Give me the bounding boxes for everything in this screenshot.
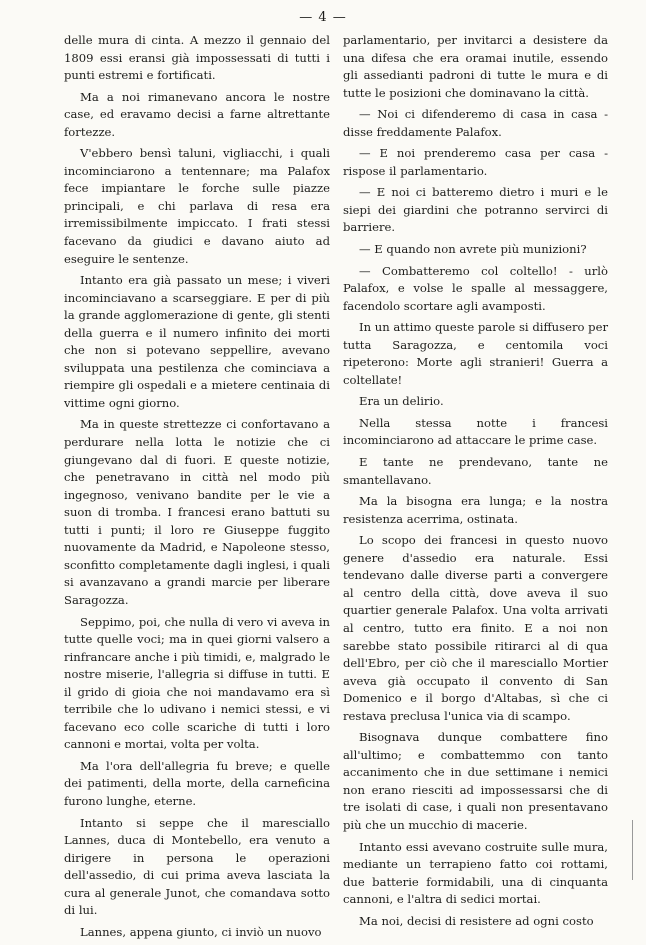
paragraph: parlamentario, per invitarci a desistere da una difesa che era oramai inutile, essendo gli assedianti padroni di tutte le mura e di tutte le posizioni che dominavano la città. [343,33,608,100]
paragraph: Ma a noi rimanevano ancora le nostre case, ed eravamo decisi a farne altrettante fortezze. [64,89,330,139]
paragraph: In un attimo queste parole si diffusero per tutta Saragozza, e centomila voci ripeterono: Morte agli stranieri! Guerra a coltellate! [343,320,608,387]
paragraph: Ma in queste strettezze ci confortavano a perdurare nella lotta le notizie che ci giungevano dal di fuori. E queste notizie, che penetravano in città nel modo più ingegnoso, venivano bandite per le vie a suon di tromba. I francesi erano battuti su tutti i punti; il loro re Giuseppe fuggito nuovamente da Madrid, e Napoleone stesso, sconfitto completamente dagli inglesi, i quali si avanzavano a grandi marcie per liberare Saragozza. [64,417,330,607]
right-column [343,32,608,934]
paragraph: Intanto era già passato un mese; i viveri incominciavano a scarseggiare. E per di più la grande agglomerazione di gente, gli stenti della guerra e il numero infinito dei morti che non si potevano seppellire, avevano sviluppata una pestilenza che cominciava a riempire gli ospedali e a mietere centinaia di vittime ogni giorno. [64,273,330,410]
left-column [64,32,330,945]
page-number: — 4 — [299,10,347,25]
paragraph: E tante ne prendevano, tante ne smantellavano. [343,455,608,487]
paragraph: V'ebbero bensì taluni, vigliacchi, i quali incominciarono a tentennare; ma Palafox fece impiantare le forche sulle piazze principali, e chi parlava di resa era irremissibilmente impiccato. I frati stessi facevano da giudici e davano aiuto ad eseguire le sentenze. [64,146,330,266]
paragraph: Ma la bisogna era lunga; e la nostra resistenza acerrima, ostinata. [343,494,608,526]
paragraph: Ma noi, decisi di resistere ad ogni costo [359,913,594,928]
paragraph: Intanto essi avevano costruite sulle mura, mediante un terrapieno fatto coi rottami, due batterie formidabili, una di cinquanta cannoni, e l'altra di sedici mortai. [343,839,608,907]
paragraph: Seppimo, poi, che nulla di vero vi aveva in tutte quelle voci; ma in quei giorni valsero a rinfrancare anche i più timidi, e, malgrado le nostre miserie, l'allegria si diffuse in tutti. E il grido di gioia che noi mandavamo era sì terribile che lo udivano i nemici stessi, e vi facevano eco colle scariche di tutti i loro cannoni e mortai, volta per volta. [64,614,330,752]
paragraph: delle mura di cinta. A mezzo il gennaio del 1809 essi eransi già impossessati di tutti i punti estremi e fortificati. [64,33,330,83]
paragraph: Era un delirio. [359,394,444,409]
dialogue-line: — E noi prenderemo casa per casa - rispose il parlamentario. [343,146,608,178]
paragraph: Lo scopo dei francesi in questo nuovo genere d'assedio era naturale. Essi tendevano dalle diverse parti a convergere al centro della città, dove aveva il suo quartier generale Palafox. Una volta arrivati al centro, tutto era finito. E a noi non sarebbe stato possibile ritirarci al di qua dell'Ebro, per ciò che il maresciallo Mortier aveva già occupato il convento di San Domenico e il borgo d'Altabas, sì che ci restava preclusa l'unica via di scampo. [343,533,608,723]
dialogue-line: — Combatteremo col coltello! - urlò Palafox, e volse le spalle al messaggere, facendolo scortare agli avamposti. [343,263,608,313]
dialogue-line: — E noi ci batteremo dietro i muri e le siepi dei giardini che potranno servirci di barriere. [343,185,608,235]
dialogue-line: — Noi ci difenderemo di casa in casa - disse freddamente Palafox. [343,107,608,139]
paragraph: Lannes, appena giunto, ci inviò un nuovo [80,924,322,939]
margin-rule [632,820,633,880]
paragraph: Intanto si seppe che il maresciallo Lannes, duca di Montebello, era venuto a dirigere in persona le operazioni dell'assedio, di cui prima aveva lasciata la cura al generale Junot, che comandava sotto di lui. [64,815,330,918]
paragraph: Bisognava dunque combattere fino all'ultimo; e combattemmo con tanto accanimento che in due settimane i nemici non erano riesciti ad impossessarsi che di tre isolati di case, i quali non presentavano più che un mucchio di macerie. [343,730,608,832]
paragraph: Ma l'ora dell'allegria fu breve; e quelle dei patimenti, della morte, della carneficina furono lunghe, eterne. [64,758,330,808]
dialogue-line: — E quando non avrete più munizioni? [359,242,587,257]
paragraph: Nella stessa notte i francesi incominciarono ad attaccare le prime case. [343,415,608,448]
